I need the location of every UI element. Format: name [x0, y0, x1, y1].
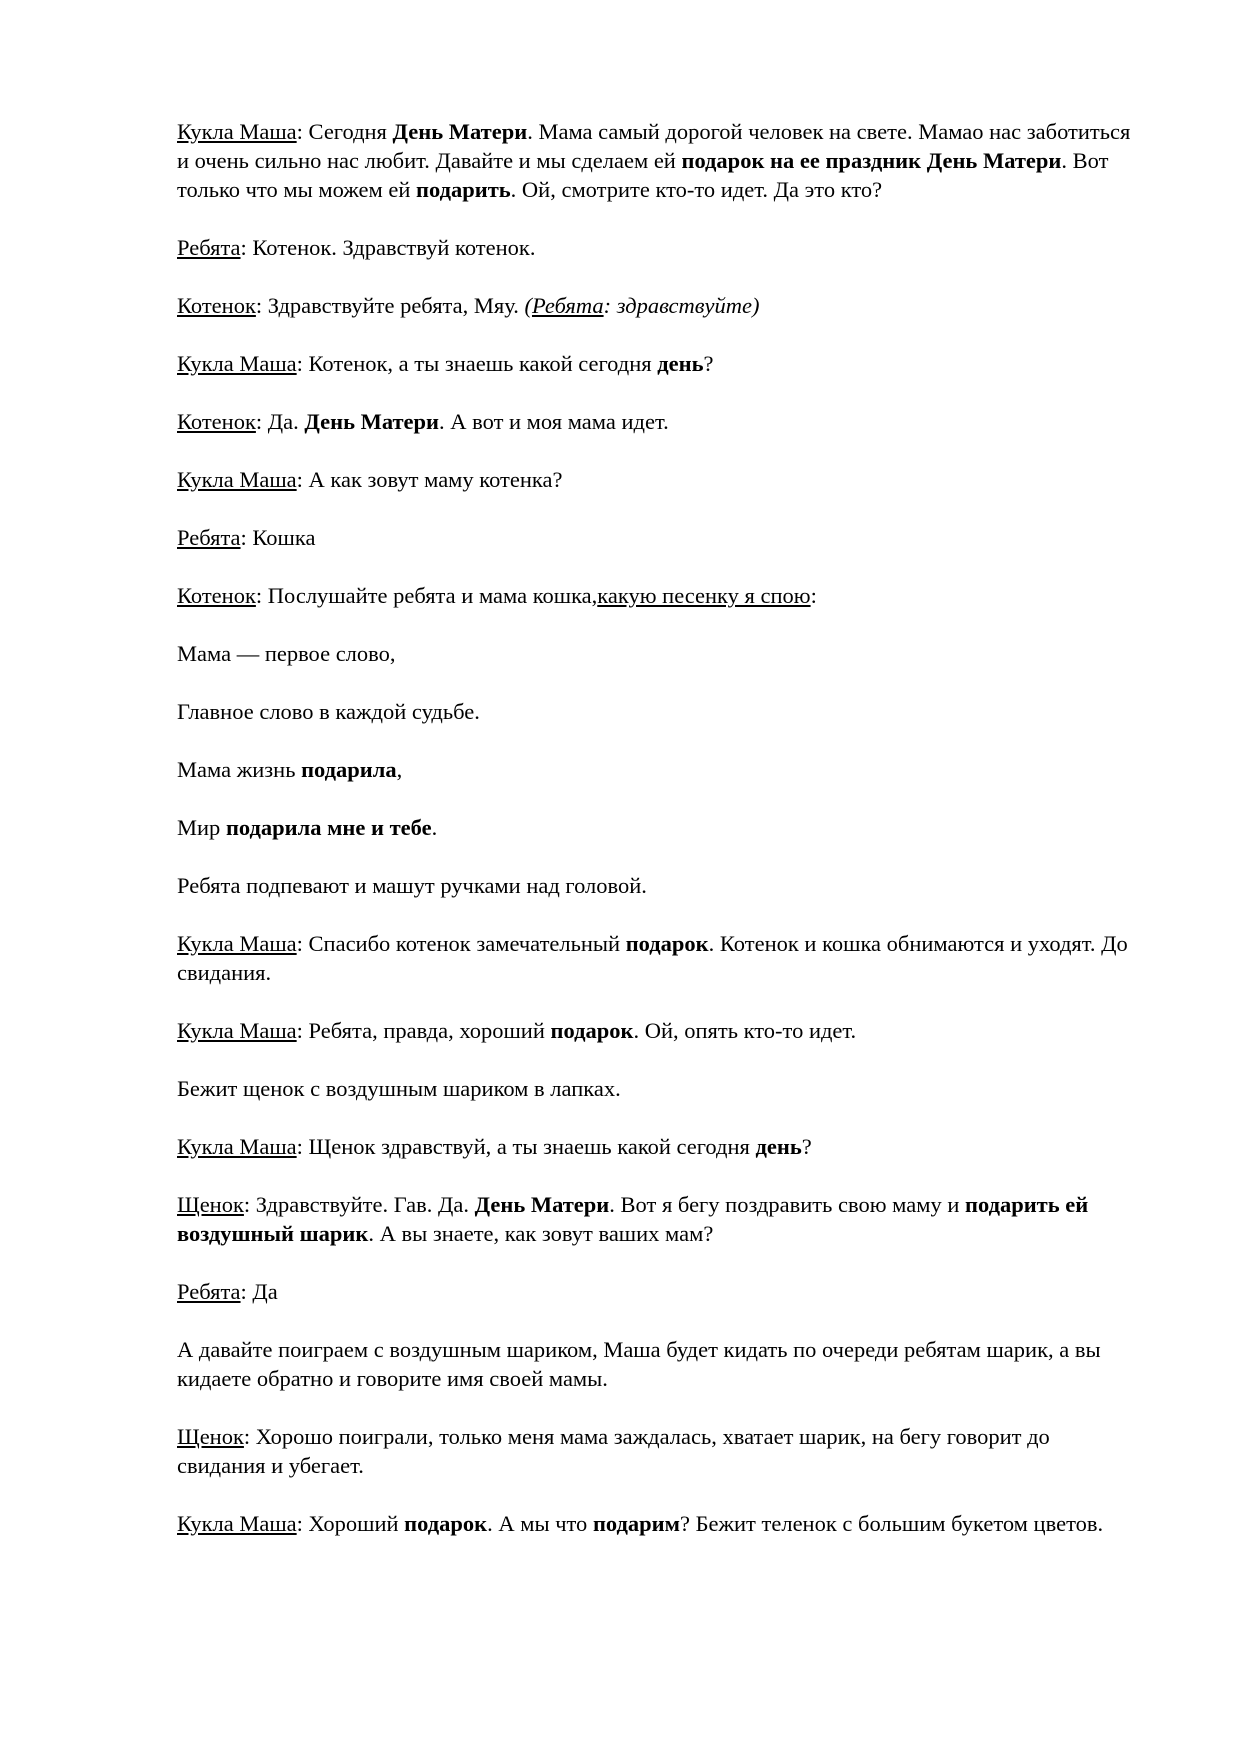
text-run: .: [431, 815, 438, 840]
speaker-name: Кукла Маша: [177, 1018, 297, 1043]
document-page: [177, 117, 1137, 1567]
text-run: : Ребята, правда, хороший: [296, 1018, 551, 1043]
speaker-name: Кукла Маша: [177, 119, 297, 144]
text-run: . Ой, смотрите кто-то идет. Да это кто?: [510, 177, 883, 202]
text-run: Ребята подпевают и машут ручками над головой.: [177, 873, 647, 898]
speaker-name: Ребята: [177, 525, 241, 550]
text-run: . Мама самый дорогой человек на свете. Мамао нас заботиться и очень сильно нас любит. Давайте и мы сделаем ей: [177, 119, 1131, 173]
bold-text: подарить: [416, 177, 511, 202]
script-paragraph: [177, 929, 1137, 987]
script-paragraph: [177, 581, 1137, 610]
text-run: : Послушайте ребята и мама кошка,: [255, 583, 598, 608]
text-run: : Да: [240, 1279, 278, 1304]
script-paragraph: [177, 291, 1137, 320]
bold-text: подарок: [550, 1018, 634, 1043]
bold-text: подарим: [592, 1511, 680, 1536]
script-paragraph: [177, 523, 1137, 552]
bold-text: день: [755, 1134, 802, 1159]
text-run: . А вот и моя мама идет.: [439, 409, 669, 434]
text-run: : Сегодня: [296, 119, 393, 144]
script-paragraph: [177, 639, 1137, 668]
text-run: Главное слово в каждой судьбе.: [177, 699, 480, 724]
speaker-name: Кукла Маша: [177, 351, 297, 376]
text-run: ,: [396, 757, 403, 782]
text-run: Мама жизнь: [177, 757, 302, 782]
speaker-name: Щенок: [177, 1424, 244, 1449]
italic-remark: Ребята: [531, 293, 604, 318]
speaker-name: Котенок: [177, 293, 256, 318]
italic-remark: : здравствуйте): [603, 293, 760, 318]
script-paragraph: [177, 1190, 1137, 1248]
script-paragraph: [177, 1016, 1137, 1045]
speaker-name: Кукла Маша: [177, 467, 297, 492]
bold-text: подарок: [404, 1511, 488, 1536]
text-run: :: [810, 583, 817, 608]
underlined-text: какую песенку я спою: [597, 583, 811, 608]
speaker-name: Котенок: [177, 583, 256, 608]
script-paragraph: [177, 1132, 1137, 1161]
script-paragraph: [177, 697, 1137, 726]
script-paragraph: [177, 407, 1137, 436]
text-run: Бежит щенок с воздушным шариком в лапках.: [177, 1076, 621, 1101]
text-run: ?: [703, 351, 714, 376]
text-run: : Щенок здравствуй, а ты знаешь какой сегодня: [296, 1134, 756, 1159]
bold-text: подарила: [301, 757, 397, 782]
bold-text: день: [657, 351, 704, 376]
text-run: . А мы что: [487, 1511, 593, 1536]
script-paragraph: [177, 1509, 1137, 1538]
bold-text: подарила мне и тебе: [225, 815, 432, 840]
italic-remark: (: [524, 293, 532, 318]
speaker-name: Кукла Маша: [177, 1134, 297, 1159]
bold-text: подарок на ее праздник День Матери: [681, 148, 1062, 173]
script-paragraph: [177, 233, 1137, 262]
script-paragraph: [177, 755, 1137, 784]
script-paragraph: [177, 117, 1137, 204]
script-paragraph: [177, 1335, 1137, 1393]
text-run: . Вот я бегу поздравить свою маму и: [609, 1192, 965, 1217]
text-run: : Кошка: [240, 525, 316, 550]
bold-text: День Матери: [392, 119, 528, 144]
speaker-name: Кукла Маша: [177, 1511, 297, 1536]
speaker-name: Котенок: [177, 409, 256, 434]
script-paragraph: [177, 1422, 1137, 1480]
script-paragraph: [177, 1277, 1137, 1306]
text-run: : Котенок, а ты знаешь какой сегодня: [296, 351, 658, 376]
text-run: ?: [801, 1134, 812, 1159]
bold-text: подарить ей воздушный шарик: [177, 1192, 1089, 1246]
text-run: А давайте поиграем с воздушным шариком, Маша будет кидать по очереди ребятам шарик, а вы кидаете обратно и говорите имя своей мамы.: [177, 1337, 1101, 1391]
speaker-name: Кукла Маша: [177, 931, 297, 956]
speaker-name: Ребята: [177, 235, 241, 260]
speaker-name: Ребята: [177, 1279, 241, 1304]
text-run: : Здравствуйте ребята, Мяу.: [255, 293, 525, 318]
script-paragraph: [177, 1074, 1137, 1103]
bold-text: подарок: [625, 931, 709, 956]
text-run: . Ой, опять кто-то идет.: [633, 1018, 857, 1043]
text-run: ? Бежит теленок с большим букетом цветов.: [679, 1511, 1104, 1536]
script-paragraph: [177, 871, 1137, 900]
speaker-name: Щенок: [177, 1192, 244, 1217]
text-run: : Хорошо поиграли, только меня мама заждалась, хватает шарик, на бегу говорит до свидания и убегает.: [177, 1424, 1050, 1478]
text-run: : А как зовут маму котенка?: [296, 467, 563, 492]
text-run: Мир: [177, 815, 226, 840]
text-run: : Здравствуйте. Гав. Да.: [243, 1192, 475, 1217]
text-run: : Да.: [255, 409, 305, 434]
bold-text: День Матери: [304, 409, 440, 434]
script-paragraph: [177, 465, 1137, 494]
script-paragraph: [177, 813, 1137, 842]
script-paragraph: [177, 349, 1137, 378]
text-run: . Котенок и кошка обнимаются и уходят. До свидания.: [177, 931, 1128, 985]
text-run: . А вы знаете, как зовут ваших мам?: [368, 1221, 714, 1246]
text-run: : Котенок. Здравствуй котенок.: [240, 235, 536, 260]
text-run: : Спасибо котенок замечательный: [296, 931, 626, 956]
text-run: Мама — первое слово,: [177, 641, 396, 666]
text-run: . Вот только что мы можем ей: [177, 148, 1109, 202]
text-run: : Хороший: [296, 1511, 405, 1536]
bold-text: День Матери: [474, 1192, 610, 1217]
